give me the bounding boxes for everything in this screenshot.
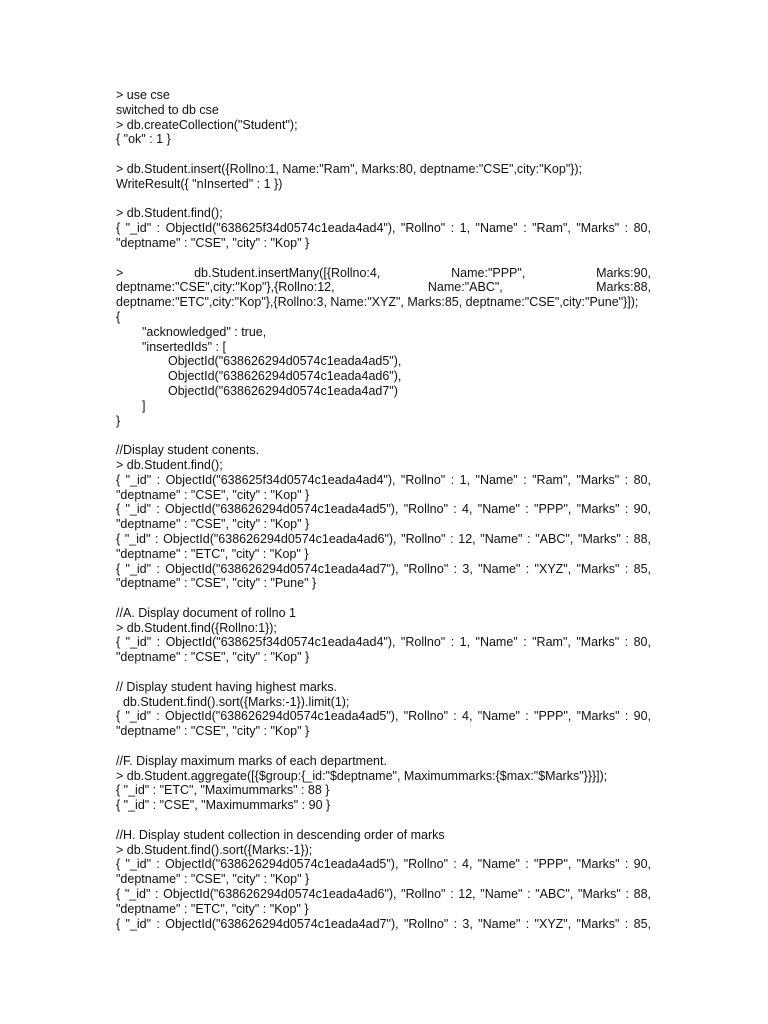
- code-block: [116, 88, 651, 147]
- code-line: "deptname" : "CSE", "city" : "Kop" }: [116, 724, 310, 739]
- code-block: [116, 162, 651, 192]
- code-line: > db.Student.find({Rollno:1});: [116, 620, 277, 635]
- code-line: ]: [142, 398, 146, 413]
- blank-line: [116, 428, 651, 443]
- code-block: [116, 680, 651, 739]
- code-line: deptname:"ETC",city:"Kop"},{Rollno:3, Name:"XYZ", Marks:85, deptname:"CSE",city:"Pune"}]);: [116, 295, 639, 310]
- code-line: { "_id" : ObjectId("638626294d0574c1eada4ad7"), "Rollno" : 3, "Name" : "XYZ", "Marks" : 85,: [116, 916, 651, 931]
- code-line: }: [116, 413, 121, 428]
- code-block: [116, 754, 651, 813]
- comment-line: //F. Display maximum marks of each department.: [116, 753, 387, 768]
- blank-line: [116, 813, 651, 828]
- comment-line: //A. Display document of rollno 1: [116, 605, 296, 620]
- code-line: { "_id" : "CSE", "Maximummarks" : 90 }: [116, 798, 331, 813]
- code-line: { "_id" : ObjectId("638625f34d0574c1eada4ad4"), "Rollno" : 1, "Name" : "Ram", "Marks" : 80,: [116, 472, 651, 487]
- code-line: db.Student.find().sort({Marks:-1}).limit(1);: [116, 694, 350, 709]
- blank-line: [116, 192, 651, 207]
- code-block: [116, 443, 651, 591]
- code-line: { "_id" : "ETC", "Maximummarks" : 88 }: [116, 783, 330, 798]
- code-line: ObjectId("638626294d0574c1eada4ad6"),: [168, 369, 402, 384]
- code-line: "deptname" : "CSE", "city" : "Kop" }: [116, 650, 310, 665]
- code-line: > db.Student.find().sort({Marks:-1});: [116, 842, 313, 857]
- code-line: { "_id" : ObjectId("638626294d0574c1eada4ad6"), "Rollno" : 12, "Name" : "ABC", "Marks" : 88,: [116, 887, 651, 902]
- comment-line: // Display student having highest marks.: [116, 679, 337, 694]
- code-line: { "_id" : ObjectId("638625f34d0574c1eada4ad4"), "Rollno" : 1, "Name" : "Ram", "Marks" : 80,: [116, 221, 651, 236]
- blank-line: [116, 665, 651, 680]
- code-line: "deptname" : "CSE", "city" : "Kop" }: [116, 235, 310, 250]
- comment-line: //H. Display student collection in descending order of marks: [116, 827, 445, 842]
- blank-line: [116, 147, 651, 162]
- document-page: [116, 88, 651, 931]
- code-line: "deptname" : "ETC", "city" : "Kop" }: [116, 546, 309, 561]
- code-line: > db.Student.insert({Rollno:1, Name:"Ram", Marks:80, deptname:"CSE",city:"Kop"});: [116, 161, 583, 176]
- blank-line: [116, 739, 651, 754]
- code-line: { "_id" : ObjectId("638626294d0574c1eada4ad5"), "Rollno" : 4, "Name" : "PPP", "Marks" : 90,: [116, 857, 651, 872]
- blank-line: [116, 251, 651, 266]
- code-line: {: [116, 309, 121, 324]
- code-line: switched to db cse: [116, 102, 219, 117]
- code-block: [116, 206, 651, 250]
- code-line: ObjectId("638626294d0574c1eada4ad7"): [168, 383, 398, 398]
- code-line: "deptname" : "CSE", "city" : "Kop" }: [116, 487, 310, 502]
- code-line: "deptname" : "CSE", "city" : "Kop" }: [116, 517, 310, 532]
- code-line: > use cse: [116, 88, 170, 102]
- code-line: > db.Student.find();: [116, 206, 223, 221]
- code-line: WriteResult({ "nInserted" : 1 }): [116, 176, 283, 191]
- code-line: { "_id" : ObjectId("638626294d0574c1eada4ad5"), "Rollno" : 4, "Name" : "PPP", "Marks" : 90,: [116, 709, 651, 724]
- code-line: "acknowledged" : true,: [142, 324, 267, 339]
- code-line: > db.Student.aggregate([{$group:{_id:"$deptname", Maximummarks:{$max:"$Marks"}}}]);: [116, 768, 608, 783]
- code-block: [116, 266, 651, 429]
- code-line: { "_id" : ObjectId("638626294d0574c1eada4ad6"), "Rollno" : 12, "Name" : "ABC", "Marks" : 88,: [116, 531, 651, 546]
- code-line: "deptname" : "ETC", "city" : "Kop" }: [116, 901, 309, 916]
- code-line: "insertedIds" : [: [142, 339, 226, 354]
- code-line: ObjectId("638626294d0574c1eada4ad5"),: [168, 354, 402, 369]
- blank-line: [116, 591, 651, 606]
- code-line: "deptname" : "CSE", "city" : "Kop" }: [116, 872, 310, 887]
- code-line: { "_id" : ObjectId("638625f34d0574c1eada4ad4"), "Rollno" : 1, "Name" : "Ram", "Marks" : 80,: [116, 635, 651, 650]
- code-line: > db.createCollection("Student");: [116, 117, 298, 132]
- code-block: [116, 828, 651, 932]
- code-line: deptname:"CSE",city:"Kop"},{Rollno:12, Name:"ABC", Marks:88,: [116, 280, 651, 295]
- code-line: { "_id" : ObjectId("638626294d0574c1eada4ad7"), "Rollno" : 3, "Name" : "XYZ", "Marks" : 85,: [116, 561, 651, 576]
- code-block: [116, 606, 651, 665]
- comment-line: //Display student conents.: [116, 443, 260, 458]
- code-line: { "ok" : 1 }: [116, 132, 171, 147]
- code-line: > db.Student.find();: [116, 457, 223, 472]
- code-line: > db.Student.insertMany([{Rollno:4, Name:"PPP", Marks:90,: [116, 265, 651, 280]
- code-line: "deptname" : "CSE", "city" : "Pune" }: [116, 576, 317, 591]
- code-line: { "_id" : ObjectId("638626294d0574c1eada4ad5"), "Rollno" : 4, "Name" : "PPP", "Marks" : 90,: [116, 502, 651, 517]
